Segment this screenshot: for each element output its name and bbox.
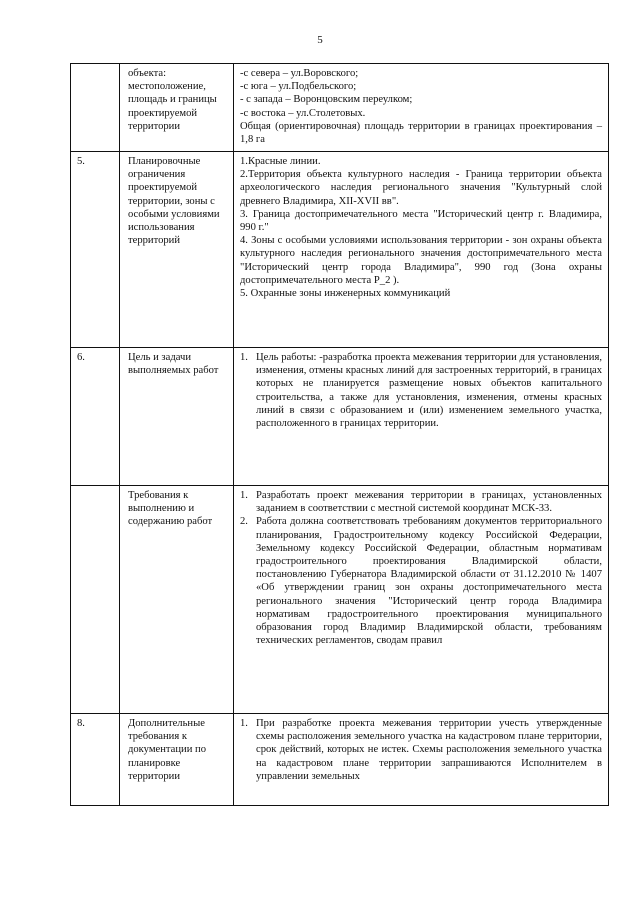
row-number: 6. xyxy=(71,348,120,486)
list-item xyxy=(240,351,602,430)
page-number: 5 xyxy=(317,34,323,46)
row-label: объекта: местоположение, площадь и границы проектируемой территории xyxy=(120,64,234,152)
row-content xyxy=(234,714,609,806)
list-item xyxy=(240,717,602,783)
content-line: 2.Территория объекта культурного наследия - Граница территории объекта археологического наследия регионального значения "Культурный слой древнего Владимира, XII-XVII вв". xyxy=(240,169,602,207)
table-row xyxy=(71,348,609,486)
terms-table xyxy=(70,63,609,806)
row-number xyxy=(71,486,120,714)
row-content xyxy=(234,486,609,714)
content-line: 5. Охранные зоны инженерных коммуникаций xyxy=(240,288,451,300)
row-label: Цель и задачи выполняемых работ xyxy=(120,348,234,486)
row-number: 5. xyxy=(71,152,120,348)
row-label: Дополнительные требования к документации по планировке территории xyxy=(120,714,234,806)
list-item xyxy=(240,515,602,647)
list-text: Работа должна соответствовать требованиям документов территориального планирования, Градостроительному кодексу Российской Федерации, Земельному кодексу Российской Федерации, областным нормативам градостроительного проектирования Владимирской области, постановлению Губернатора Владимирской области от 31.12.2010 № 1407 «Об утверждении границ зон охраны достопримечательного места регионального значения "Исторический центр города Владимира нормативам градостроительного проектирования муниципального образования город Владимир Владимирской области, требованиям технических регламентов, сводам правил xyxy=(256,516,602,647)
row-content xyxy=(234,64,609,152)
row-number xyxy=(71,64,120,152)
table-row xyxy=(71,64,609,152)
list-text: При разработке проекта межевания территории учесть утвержденные схемы расположения земельного участка на кадастровом плане территории, срок действий, которых не истек. Схемы расположения земельного участка на кадастровом плане территории запрашиваются Исполнителем в управлении земельных xyxy=(256,718,602,782)
content-line: - с запада – Воронцовским переулком; xyxy=(240,94,413,106)
row-content xyxy=(234,348,609,486)
list-number: 1. xyxy=(240,490,248,501)
table-row xyxy=(71,486,609,714)
list-text: Разработать проект межевания территории в границах, установленных заданием в соответствии с местной системой координат МСК-33. xyxy=(256,490,602,515)
table-row xyxy=(71,714,609,806)
row-label: Требования к выполнению и содержанию работ xyxy=(120,486,234,714)
numbered-list xyxy=(240,717,602,783)
content-line: -с юга – ул.Подбельского; xyxy=(240,81,357,93)
list-number: 2. xyxy=(240,516,248,528)
table-row xyxy=(71,152,609,348)
content-line: 1.Красные линии. xyxy=(240,156,321,167)
content-line: Общая (ориентировочная) площадь территории в границах проектирования – 1,8 га xyxy=(240,120,602,146)
list-number: 1. xyxy=(240,352,248,363)
content-line: 4. Зоны с особыми условиями использования территории - зон охраны объекта культурного наследия регионального значения достопримечательного места "Исторический центр города Владимира", 990 год (Зона охраны достопримечательного места Р_2 ). xyxy=(240,235,602,286)
numbered-list xyxy=(240,351,602,430)
row-label: Планировочные ограничения проектируемой территории, зоны с особыми условиями использования территорий xyxy=(120,152,234,348)
content-line: -с севера – ул.Воровского; xyxy=(240,68,359,79)
content-line: 3. Граница достопримечательного места "Исторический центр г. Владимира, 990 г." xyxy=(240,208,602,234)
numbered-list xyxy=(240,489,602,647)
row-content xyxy=(234,152,609,348)
list-item xyxy=(240,489,602,515)
list-number: 1. xyxy=(240,718,248,729)
content-line: -с востока – ул.Столетовых. xyxy=(240,107,366,119)
row-number: 8. xyxy=(71,714,120,806)
list-text: Цель работы: -разработка проекта межевания территории для установления, изменения, отмены красных линий для застроенных территорий, в границах которых не планируется размещение новых объектов капитального строительства, а также для установления, изменения, отмены красных линий в связи с образованием и (или) изменением земельного участка, расположенного в границах территории. xyxy=(256,352,602,430)
